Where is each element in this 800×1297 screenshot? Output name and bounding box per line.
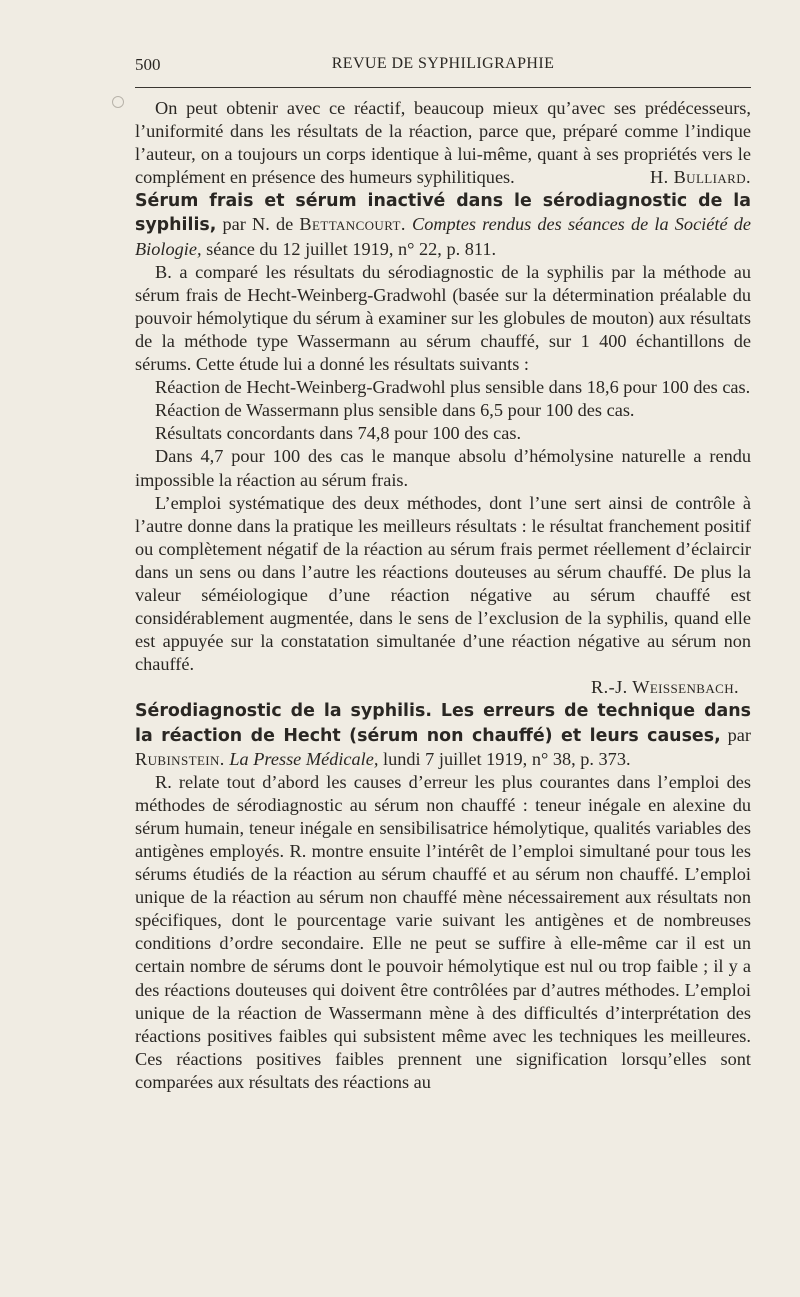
page-body <box>135 97 751 1094</box>
page-number: 500 <box>135 55 161 74</box>
article1-signature: H. Bulliard. <box>650 167 751 188</box>
article3-heading: Sérodiagnostic de la syphilis. Les erreurs de technique dans la réaction de Hecht (sérum non chauffé) et leurs causes, par Rubinstein. La Presse Médicale, lundi 7 juillet 1919, n° 38, p. 373. <box>135 701 751 769</box>
article3-title: Sérodiagnostic de la syphilis. Les erreurs de technique dans la réaction de Hecht (sérum non chauffé) et leurs causes, <box>135 701 751 746</box>
article3-paragraph: R. relate tout d’abord les causes d’erreur les plus courantes dans l’emploi des méthodes de sérodiagnostic au sérum non chauffé : teneur inégale en alexine du sérum humain, teneur inégale en sensibilisatrice hémolytique, qualités variables des antigènes employés. R. montre ensuite l’intérêt de l’emploi simultané pour tous les sérums étudiés de la réaction au sérum chauffé et au sérum non chauffé. L’emploi unique de la réaction au sérum non chauffé mène nécessairement aux résultats non spécifiques, dont le pourcentage varie suivant les antigènes et de nombreuses conditions d’ordre secondaire. Elle ne peut se suffire à elle-même car il est un certain nombre de sérums dont le pouvoir hémolytique est nul ou trop faible ; il y a des réactions douteuses qui doivent être contrôlées par d’autres méthodes. L’emploi unique de la réaction de Wassermann mène à des difficultés d’interprétation des réactions positives faibles qui subsistent même avec les techniques les meilleures. Ces réactions positives faibles prennent une signification lorsqu’elles sont comparées aux résultats des réactions au <box>135 771 751 1092</box>
article2-title: Sérum frais et sérum inactivé dans le sérodiagnostic de la syphilis, <box>135 191 751 236</box>
article3-author: Rubinstein. <box>135 748 225 769</box>
article2-paragraph: Dans 4,7 pour 100 des cas le manque absolu d’hémolysine naturelle a rendu impossible la réaction au sérum frais. <box>135 446 751 490</box>
library-stamp-mark <box>112 96 124 108</box>
article2-paragraph: Réaction de Hecht-Weinberg-Gradwohl plus sensible dans 18,6 pour 100 des cas. <box>155 377 751 398</box>
header-rule <box>135 87 751 88</box>
article3-reference-date: lundi 7 juillet 1919, n° 38, p. 373. <box>383 748 631 769</box>
article1-body: On peut obtenir avec ce réactif, beaucoup mieux qu’avec ses prédécesseurs, l’uniformité dans les résultats de la réaction, parce que, préparé comme l’indique l’auteur, on a toujours un corps identique à lui-même, quant à ses propriétés vers le complément en présence des humeurs syphilitiques. H. Bulliard. <box>135 97 751 189</box>
running-title: REVUE DE SYPHILIGRAPHIE <box>331 55 555 72</box>
article2-paragraph: Résultats concordants dans 74,8 pour 100 des cas. <box>155 423 522 444</box>
article3-journal: La Presse Médicale, <box>229 748 379 769</box>
article2-reference-date: séance du 12 juillet 1919, n° 22, p. 811. <box>206 238 497 259</box>
article2-paragraph: B. a comparé les résultats du sérodiagnostic de la syphilis par la méthode au sérum frais de Hecht-Weinberg-Gradwohl (basée sur la détermination préalable du pouvoir hémolytique du sérum à examiner sur les globules de mouton) aux résultats de la méthode type Wassermann au sérum chauffé, sur 1 400 échantillons de sérums. Cette étude lui a donné les résultats suivants : <box>135 261 751 375</box>
article2-paragraph: L’emploi systématique des deux méthodes, dont l’une sert ainsi de contrôle à l’autre donne dans la pratique les meilleurs résultats : le résultat franchement positif ou complètement négatif de la réaction au sérum frais permet réellement d’éclaircir dans un sens ou dans l’autre les réactions douteuses au sérum chauffé. De plus la valeur séméiologique d’une réaction négative au sérum chauffé est considérablement augmentée, dans le sens de l’exclusion de la syphilis, quand elle est appuyée sur la constatation simultanée d’une réaction négative au sérum non chauffé. <box>135 492 751 675</box>
running-header <box>135 55 751 79</box>
article2-signature: R.-J. Weissenbach. <box>591 677 739 698</box>
article2-heading: Sérum frais et sérum inactivé dans le sérodiagnostic de la syphilis, par N. de Bettancourt. Comptes rendus des séances de la Société de Biologie, séance du 12 juillet 1919, n° 22, p. 811. <box>135 191 751 259</box>
article2-journal: Comptes rendus des séances de la Société de Biologie, <box>135 214 751 259</box>
article2-author: Bettancourt. <box>299 214 406 235</box>
article2-paragraph: Réaction de Wassermann plus sensible dans 6,5 pour 100 des cas. <box>155 400 635 421</box>
